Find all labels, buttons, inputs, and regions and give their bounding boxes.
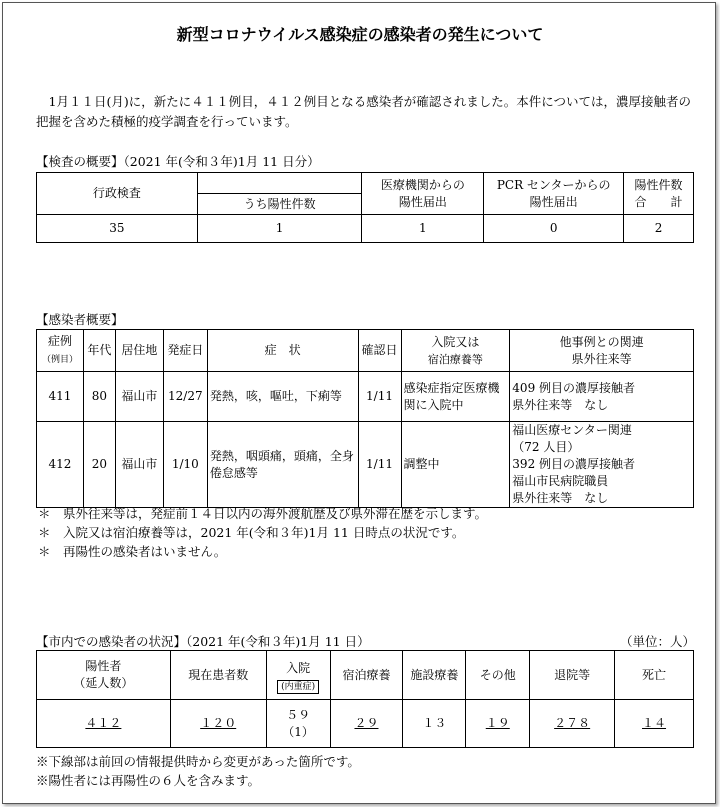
case-age: 20	[83, 422, 115, 508]
value-hospital-text: ５９	[286, 707, 311, 722]
value-facility: １３	[403, 700, 466, 748]
header-case-line2: （例目）	[41, 354, 78, 365]
case-summary-table	[36, 329, 694, 508]
header-relation-line2: 県外往来等	[571, 351, 632, 366]
header-relation	[510, 330, 694, 372]
relation-line: 福山医療センター関連	[512, 423, 632, 437]
status-note: ※陽性者には再陽性の６人を含みます。	[36, 773, 261, 788]
header-symptoms: 症 状	[207, 330, 358, 372]
case-section-heading: 【感染者概要】	[36, 312, 124, 327]
case-note: ＊ 再陽性の感染者はいません。	[38, 544, 227, 559]
header-hotel: 宿泊療養	[330, 651, 403, 700]
header-medical-line2: 陽性届出	[398, 194, 447, 209]
case-residence: 福山市	[115, 422, 163, 508]
header-total-line2: 合 計	[634, 194, 683, 209]
value-other	[466, 700, 530, 748]
header-relation-line1: 他事例との関連	[559, 334, 644, 349]
header-discharged: 退院等	[530, 651, 615, 700]
case-age: 80	[83, 372, 115, 422]
unit-label: （単位：人）	[620, 634, 696, 649]
header-total	[624, 173, 694, 215]
case-symptoms: 発熱，咽頭痛，頭痛，全身倦怠感等	[207, 422, 358, 508]
header-hospital	[266, 651, 330, 700]
table-row	[37, 422, 694, 508]
case-residence: 福山市	[115, 372, 163, 422]
header-case-line1: 症例	[47, 333, 72, 348]
header-positive-line1: 陽性者	[85, 659, 122, 673]
value-hospital	[266, 700, 330, 748]
case-note: ＊ 県外往来等は，発症前１４日以内の海外渡航歴及び県外滞在歴を示します。	[38, 506, 488, 521]
relation-line: （72 人目）	[512, 440, 580, 454]
case-admission: 調整中	[401, 422, 510, 508]
header-facility: 施設療養	[403, 651, 466, 700]
header-admin-spacer	[197, 173, 362, 194]
case-number: 411	[37, 372, 84, 422]
value-medical: 1	[362, 215, 484, 243]
value-hospital-severe: （1）	[282, 724, 314, 739]
status-section-heading: 【市内での感染者の状況】（2021 年(令和３年)1月 11 日）	[36, 634, 370, 649]
value-admin: 35	[37, 215, 198, 243]
value-hotel	[330, 700, 403, 748]
header-admission-line2: 宿泊療養等	[427, 352, 483, 366]
intro-paragraph: 1月１１日(月)に，新たに４１１例目，４１２例目となる感染者が確認されました。本件については，濃厚接触者の把握を含めた積極的疫学調査を行っています。	[36, 94, 691, 129]
case-relation	[510, 422, 694, 508]
header-pcr-line2: 陽性届出	[529, 194, 578, 209]
header-residence: 居住地	[115, 330, 163, 372]
case-onset: 1/10	[163, 422, 207, 508]
value-total: 2	[624, 215, 694, 243]
value-pcr: 0	[484, 215, 624, 243]
case-confirmed: 1/11	[358, 422, 401, 508]
value-current-text: １２０	[200, 716, 237, 730]
value-death	[615, 700, 694, 748]
relation-line: 福山市民病院職員	[512, 474, 609, 488]
case-symptoms: 発熱，咳，嘔吐，下痢等	[207, 372, 358, 422]
case-admission: 感染症指定医療機関に入院中	[401, 372, 510, 422]
header-medical-line1: 医療機関からの	[380, 177, 465, 192]
header-hospital-label: 入院	[286, 661, 311, 675]
test-summary-table	[36, 172, 694, 243]
header-case	[37, 330, 84, 372]
table-row	[37, 372, 694, 422]
header-current: 現在患者数	[170, 651, 266, 700]
header-age: 年代	[83, 330, 115, 372]
header-other: その他	[466, 651, 530, 700]
header-admission-line1: 入院又は	[431, 334, 480, 349]
case-note: ＊ 入院又は宿泊療養等は，2021 年(令和３年)1月 11 日時点の状況です。	[38, 525, 465, 540]
status-table	[36, 650, 694, 748]
header-admin-positive: うち陽性件数	[197, 194, 362, 215]
value-hotel-text: ２９	[354, 716, 379, 730]
value-death-text: １４	[642, 716, 667, 730]
case-confirmed: 1/11	[358, 372, 401, 422]
relation-line: 409 例目の濃厚接触者	[512, 380, 636, 395]
header-medical	[362, 173, 484, 215]
value-positive-text: ４１２	[85, 716, 122, 730]
header-death: 死亡	[615, 651, 694, 700]
case-relation	[510, 372, 694, 422]
value-positive	[37, 700, 171, 748]
value-other-text: １９	[485, 716, 510, 730]
header-onset: 発症日	[163, 330, 207, 372]
case-notes	[38, 504, 487, 561]
header-positive-line2: （延人数）	[73, 676, 134, 690]
relation-line: 392 例目の濃厚接触者	[512, 457, 636, 471]
case-onset: 12/27	[163, 372, 207, 422]
value-discharged-text: ２７８	[554, 716, 591, 730]
header-pcr	[484, 173, 624, 215]
header-positive	[37, 651, 171, 700]
header-confirmed: 確認日	[358, 330, 401, 372]
header-total-line1: 陽性件数	[634, 177, 683, 192]
page-title: 新型コロナウイルス感染症の感染者の発生について	[176, 25, 544, 44]
header-pcr-line1: PCR センターからの	[496, 177, 611, 192]
test-section-heading: 【検査の概要】（2021 年(令和３年)1月 11 日分）	[36, 154, 320, 169]
status-notes	[36, 752, 360, 790]
header-admission	[401, 330, 510, 372]
status-note: ※下線部は前回の情報提供時から変更があった箇所です。	[36, 754, 360, 769]
header-admin: 行政検査	[37, 173, 198, 215]
value-current	[170, 700, 266, 748]
value-discharged	[530, 700, 615, 748]
relation-line: 県外往来等 なし	[512, 397, 609, 412]
relation-line: 県外往来等 なし	[512, 491, 609, 505]
value-admin-positive: 1	[197, 215, 362, 243]
case-number: 412	[37, 422, 84, 508]
header-hospital-sub: (内重症)	[277, 680, 319, 694]
